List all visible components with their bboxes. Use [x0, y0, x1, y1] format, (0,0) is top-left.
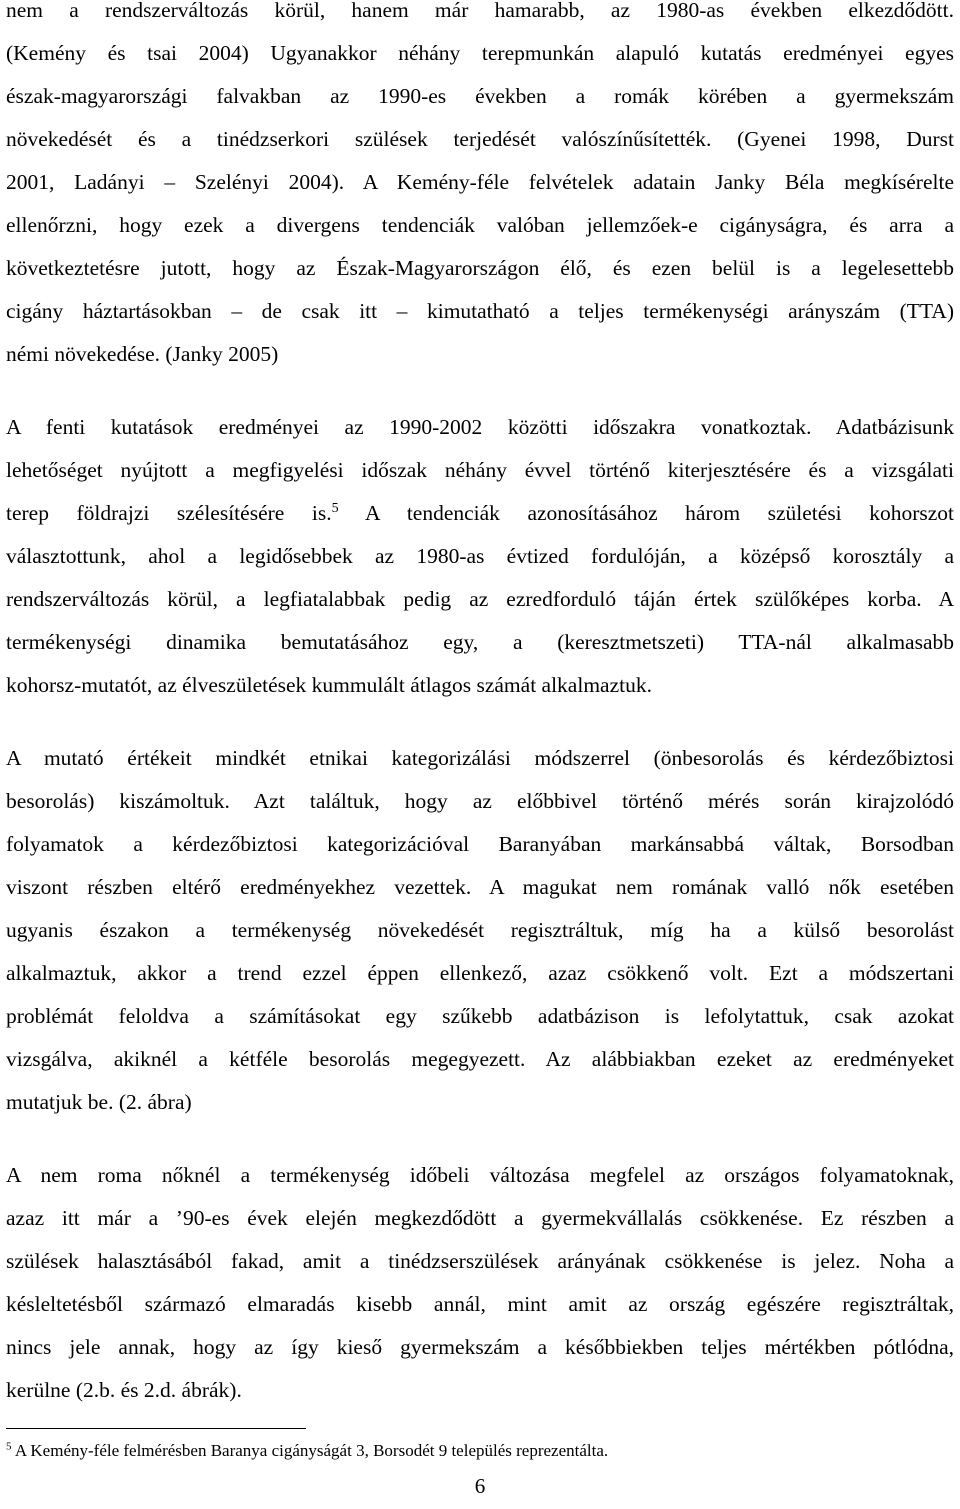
text-line: lehetőséget nyújtott a megfigyelési időszak néhány évvel történő kiterjesztésére és a vizsgálati	[6, 458, 954, 482]
page-number: 6	[474, 1474, 486, 1498]
footnote-text: A Kemény-féle felmérésben Baranya cigányságát 3, Borsodét 9 település reprezentálta.	[14, 1441, 609, 1460]
text-line: termékenységi dinamika bemutatásához egy, a (keresztmetszeti) TTA-nál alkalmasabb	[6, 630, 954, 654]
text-line: folyamatok a kérdezőbiztosi kategorizációval Baranyában markánsabbá váltak, Borsodban	[6, 832, 954, 856]
text-line: növekedését és a tinédzserkori szülések terjedését valószínűsítették. (Gyenei 1998, Durst	[6, 127, 954, 151]
footnote-reference: 5	[331, 500, 339, 516]
text-line: A fenti kutatások eredményei az 1990-2002 közötti időszakra vonatkoztak. Adatbázisunk	[6, 415, 954, 439]
footnote	[6, 1440, 608, 1462]
text-line: nincs jele annak, hogy az így kieső gyermekszám a későbbiekben teljes mértékben pótlódna,	[6, 1335, 954, 1359]
text-line: alkalmaztuk, akkor a trend ezzel éppen ellenkező, azaz csökkenő volt. Ezt a módszertani	[6, 961, 954, 985]
text-line: választottunk, ahol a legidősebbek az 1980-as évtized fordulóján, a középső korosztály a	[6, 544, 954, 568]
text-line: nem a rendszerváltozás körül, hanem már hamarabb, az 1980-as években elkezdődött.	[6, 0, 954, 22]
text-line: kohorsz-mutatót, az élveszületések kummulált átlagos számát alkalmaztuk.	[6, 673, 652, 697]
text-line: némi növekedése. (Janky 2005)	[6, 342, 279, 366]
text-line: 2001, Ladányi – Szelényi 2004). A Kemény-féle felvételek adatain Janky Béla megkísérelte	[6, 170, 954, 194]
text-line: következtetésre jutott, hogy az Észak-Magyarországon élő, és ezen belül is a legelesettebb	[6, 256, 954, 280]
text-segment: terep földrajzi szélesítésére is.	[6, 501, 332, 525]
text-line: kerülne (2.b. és 2.d. ábrák).	[6, 1378, 242, 1402]
text-line: ugyanis északon a termékenység növekedését regisztráltuk, míg ha a külső besorolást	[6, 918, 954, 942]
text-line: szülések halasztásából fakad, amit a tinédzserszülések arányának csökkenése is jelez. Noha a	[6, 1249, 954, 1273]
text-line: mutatjuk be. (2. ábra)	[6, 1090, 192, 1114]
text-line: A nem roma nőknél a termékenység időbeli változása megfelel az országos folyamatoknak,	[6, 1163, 954, 1187]
text-line: késleltetésből származó elmaradás kisebb annál, mint amit az ország egészére regisztráltak,	[6, 1292, 954, 1316]
text-line: viszont részben eltérő eredményekhez vezettek. A magukat nem romának valló nők esetében	[6, 875, 954, 899]
text-line: ellenőrzni, hogy ezek a divergens tendenciák valóban jellemzőek-e cigányságra, és arra a	[6, 213, 954, 237]
footnote-marker: 5	[6, 1440, 12, 1453]
text-line: besorolás) kiszámoltuk. Azt találtuk, hogy az előbbivel történő mérés során kirajzolódó	[6, 789, 954, 813]
text-line: azaz itt már a ’90-es évek elején megkezdődött a gyermekvállalás csökkenése. Ez részben a	[6, 1206, 954, 1230]
text-segment: A tendenciák azonosításához három születési kohorszot	[364, 501, 954, 525]
text-line: vizsgálva, akiknél a kétféle besorolás megegyezett. Az alábbiakban ezeket az eredményeket	[6, 1047, 954, 1071]
text-line: cigány háztartásokban – de csak itt – kimutatható a teljes termékenységi arányszám (TTA)	[6, 299, 954, 323]
text-line-with-footnote	[6, 499, 954, 527]
text-line: problémát feloldva a számításokat egy szűkebb adatbázison is lefolytattuk, csak azokat	[6, 1004, 954, 1028]
text-line: (Kemény és tsai 2004) Ugyanakkor néhány terepmunkán alapuló kutatás eredményei egyes	[6, 41, 954, 65]
footnote-separator	[6, 1428, 306, 1429]
text-line: rendszerváltozás körül, a legfiatalabbak pedig az ezredforduló táján értek szülőképes korba. A	[6, 587, 954, 611]
text-line: észak-magyarországi falvakban az 1990-es években a romák körében a gyermekszám	[6, 84, 954, 108]
text-line: A mutató értékeit mindkét etnikai kategorizálási módszerrel (önbesorolás és kérdezőbiztosi	[6, 746, 954, 770]
